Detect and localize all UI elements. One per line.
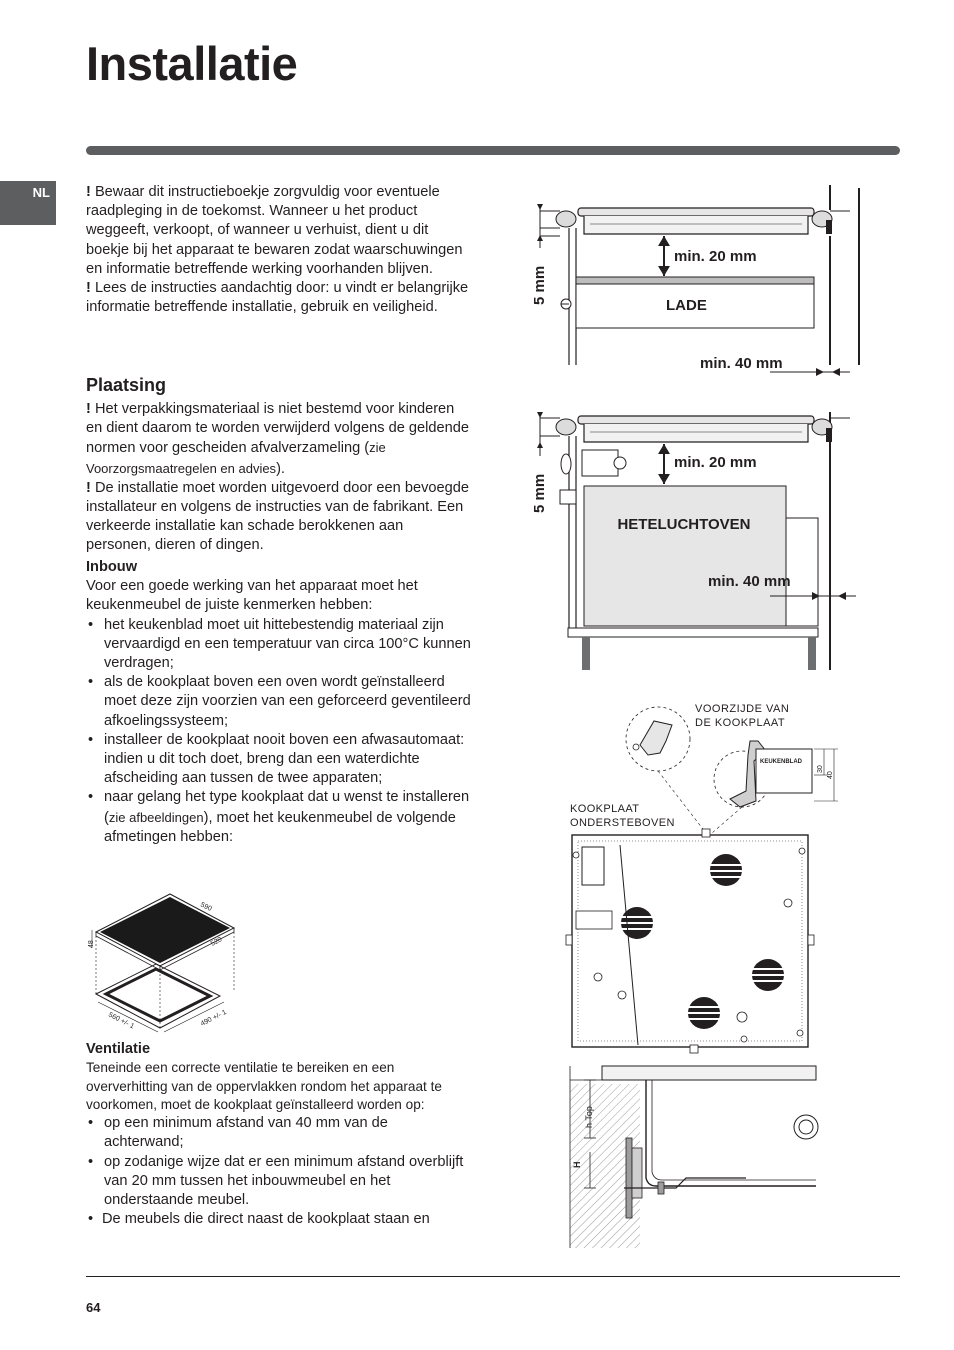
label-min-20: min. 20 mm xyxy=(674,454,757,471)
warning-mark: ! xyxy=(86,184,91,200)
label-front-line2: DE KOOKPLAAT xyxy=(695,717,786,729)
dim-48: 48 xyxy=(88,940,95,948)
figure-cross-section xyxy=(566,1062,820,1250)
dim-590: 590 xyxy=(199,901,213,913)
label-h-top: h Top xyxy=(584,1106,594,1128)
plaatsing-paragraph-1: ! Het verpakkingsmateriaal is niet bestemd voor kinderen en dient daarom te worden verwijderd volgens de geldende normen voor gescheiden afvalverzameling (zie Voorzorgsmaatregelen en advies). xyxy=(86,401,469,477)
label-min-40: min. 40 mm xyxy=(700,355,783,372)
intro-paragraph-2: ! Lees de instructies aandachtig door: u vindt er belangrijke informatie betreffende installatie, gebruik en veiligheid. xyxy=(86,280,469,316)
footer-rule xyxy=(86,1276,900,1277)
label-heteluchtoven: HETELUCHTOVEN xyxy=(617,516,751,533)
list-item: • installeer de kookplaat nooit boven een afwasautomaat: indien u dit toch doet, breng dan een waterdichte afscheiding aan tussen de twee apparaten; xyxy=(86,731,471,789)
ventilatie-section xyxy=(86,1040,471,1229)
subheading-ventilatie: Ventilatie xyxy=(86,1041,151,1057)
intro-section xyxy=(86,183,471,317)
dim-520: 520 xyxy=(209,936,224,948)
dim-30: 30 xyxy=(817,765,824,773)
label-upside-line2: ONDERSTEBOVEN xyxy=(570,817,675,829)
plaatsing-paragraph-2: ! De installatie moet worden uitgevoerd door een bevoegde installateur en volgens de instructies van de fabrikant. Een verkeerde installatie kan schade berokkenen aan personen, dieren of dingen. xyxy=(86,479,469,554)
list-item: • op een minimum afstand van 40 mm van de achterwand; xyxy=(86,1114,471,1152)
label-H: H xyxy=(572,1161,582,1168)
figure-hob-upside-down xyxy=(562,695,848,1055)
inbouw-list xyxy=(86,616,471,847)
section-heading-plaatsing: Plaatsing xyxy=(86,375,167,395)
list-item: • op zodanige wijze dat er een minimum afstand overblijft van 20 mm tussen het inbouwmeubel en het onderstaande meubel. xyxy=(86,1153,471,1211)
label-front-line1: VOORZIJDE VAN xyxy=(695,703,790,715)
list-item: • De meubels die direct naast de kookplaat staan en xyxy=(86,1210,471,1229)
label-min-40: min. 40 mm xyxy=(708,573,791,590)
subheading-inbouw: Inbouw xyxy=(86,559,138,575)
cutout-dimension-figure xyxy=(84,890,264,1040)
label-min-20: min. 20 mm xyxy=(674,248,757,265)
ventilatie-list xyxy=(86,1114,471,1229)
ventilatie-intro: Teneinde een correcte ventilatie te bereiken en een oververhitting van de oppervlakken rondom het apparaat te voorkomen, moet de kookplaat geïnstalleerd worden op: xyxy=(86,1060,442,1112)
label-lade: LADE xyxy=(666,297,707,314)
warning-mark: ! xyxy=(86,280,91,297)
intro-paragraph-1: ! Bewaar dit instructieboekje zorgvuldig voor eventuele raadpleging in de toekomst. Wanneer u het product weggeeft, verkoopt, of wanneer u verhuist, dient u dit boekje bij het apparaat te bewaren zodat waarschuwingen en informatie betreffende werking voorhanden blijven. xyxy=(86,184,463,277)
list-item: • als de kookplaat boven een oven wordt geïnstalleerd moet deze zijn voorzien van een geforceerd geventileerd afkoelingssysteem; xyxy=(86,673,471,731)
language-tab: NL xyxy=(0,181,56,225)
inbouw-section xyxy=(86,558,471,847)
cross-reference: zie Voorzorgsmaatregelen en advies xyxy=(86,440,386,476)
figure-drawer-installation xyxy=(520,180,860,380)
list-item: • naar gelang het type kookplaat dat u wenst te installeren (zie afbeeldingen), moet het keukenmeubel de volgende afmetingen hebben: xyxy=(86,788,471,847)
dim-560: 560 +/- 1 xyxy=(107,1011,136,1031)
cross-reference: zie afbeeldingen xyxy=(108,809,204,825)
dim-40: 40 xyxy=(827,771,834,779)
page-title: Installatie xyxy=(86,37,298,90)
page-number: 64 xyxy=(86,1300,101,1315)
plaatsing-section xyxy=(86,400,471,556)
list-item: • het keukenblad moet uit hittebestendig materiaal zijn vervaardigd en een temperatuur van circa 100°C kunnen verdragen; xyxy=(86,616,471,674)
label-5mm: 5 mm xyxy=(531,265,548,305)
label-5mm: 5 mm xyxy=(531,473,548,513)
inbouw-intro: Voor een goede werking van het apparaat moet het keukenmeubel de juiste kenmerken hebben: xyxy=(86,578,418,614)
label-upside-line1: KOOKPLAAT xyxy=(570,803,640,815)
label-keukenblad: KEUKENBLAD xyxy=(760,759,802,765)
dim-490: 490 +/- 1 xyxy=(199,1008,228,1028)
header-divider-bar xyxy=(86,146,900,155)
figure-oven-installation xyxy=(520,400,860,675)
